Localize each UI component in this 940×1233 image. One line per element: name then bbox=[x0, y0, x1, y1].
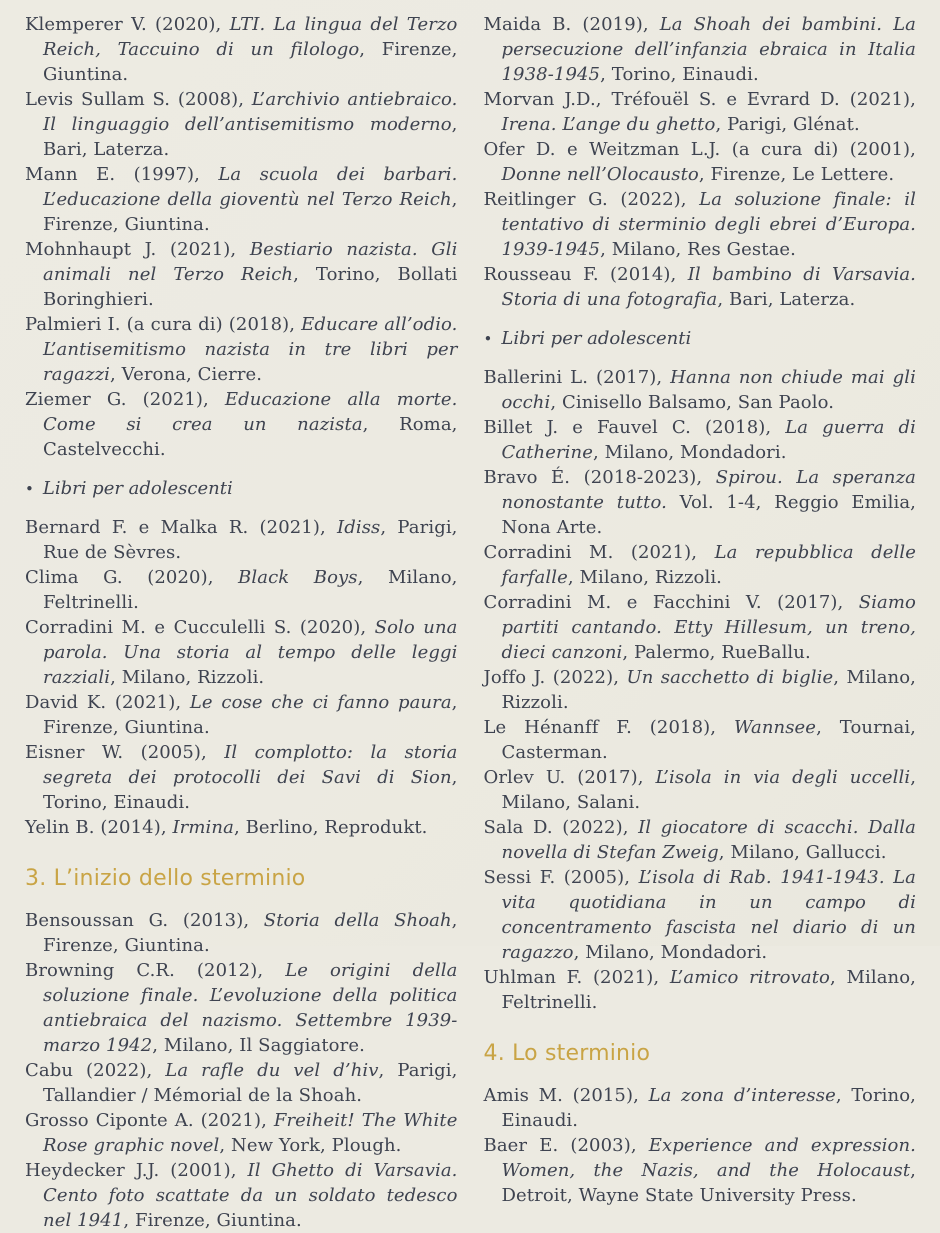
book-title: L’isola in via degli uccelli bbox=[655, 767, 911, 788]
bibliography-entry bbox=[25, 690, 458, 740]
bullet-icon: • bbox=[25, 480, 34, 498]
bibliography-entry bbox=[25, 237, 458, 312]
entry-text: Amis M. (2015), bbox=[483, 1085, 649, 1106]
entry-text: , Firenze, Le Lettere. bbox=[698, 164, 895, 185]
entry-text: Palmieri I. (a cura di) (2018), bbox=[25, 314, 302, 335]
entry-text: Eisner W. (2005), bbox=[25, 742, 225, 763]
book-title: Storia della Shoah bbox=[263, 910, 452, 931]
entry-text: Yelin B. (2014), bbox=[25, 817, 173, 838]
book-title: Donne nell’Olocausto bbox=[501, 164, 699, 185]
entry-text: Ofer D. e Weitzman L.J. (a cura di) (2001), bbox=[483, 139, 916, 160]
entry-text: , Bari, Laterza. bbox=[717, 289, 856, 310]
entry-text: , Torino, Einaudi. bbox=[600, 64, 759, 85]
book-title: Il Ghetto di Varsavia. Cento foto scattate da un soldato tedesco nel 1941 bbox=[43, 1160, 458, 1231]
book-title: Irmina bbox=[172, 817, 234, 838]
entry-text: Vol. 1-4, Reggio Emilia, Nona Arte. bbox=[501, 492, 916, 538]
bibliography-entry bbox=[484, 540, 917, 590]
bibliography-entry bbox=[25, 908, 458, 958]
right-column bbox=[483, 12, 917, 1206]
entry-text: , Berlino, Reprodukt. bbox=[233, 817, 428, 838]
entry-text: , Milano, Feltrinelli. bbox=[501, 967, 916, 1013]
section-heading: 4. Lo sterminio bbox=[483, 1041, 651, 1066]
book-title: Il bambino di Varsavia. Storia di una fotografia bbox=[501, 264, 916, 310]
entry-text: Levis Sullam S. (2008), bbox=[25, 89, 252, 110]
book-title: Siamo partiti cantando. Etty Hillesum, un treno, dieci canzoni bbox=[501, 592, 916, 663]
entry-text: Orlev U. (2017), bbox=[483, 767, 656, 788]
entry-text: Billet J. e Fauvel C. (2018), bbox=[483, 417, 786, 438]
entry-text: , Roma, Castelvecchi. bbox=[43, 414, 458, 460]
entry-text: Ballerini L. (2017), bbox=[483, 367, 671, 388]
entry-text: Mohnhaupt J. (2021), bbox=[25, 239, 250, 260]
book-title: Educare all’odio. L’antisemitismo nazista in tre libri per ragazzi bbox=[43, 314, 458, 385]
bibliography-entry bbox=[25, 615, 458, 690]
bibliography-entry bbox=[25, 740, 458, 815]
bibliography-entry bbox=[25, 515, 458, 565]
entry-text: , Milano, Rizzoli. bbox=[501, 667, 916, 713]
entry-text: , Firenze, Giuntina. bbox=[43, 692, 458, 738]
book-title: La guerra di Catherine bbox=[501, 417, 916, 463]
entry-text: Cabu (2022), bbox=[25, 1060, 166, 1081]
entry-text: Bensoussan G. (2013), bbox=[25, 910, 264, 931]
entry-text: Joffo J. (2022), bbox=[483, 667, 627, 688]
book-title: La Shoah dei bambini. La persecuzione dell’infanzia ebraica in Italia 1938-1945 bbox=[501, 14, 916, 85]
entry-text: Browning C.R. (2012), bbox=[25, 960, 286, 981]
bibliography-entry bbox=[484, 590, 917, 665]
entry-text: , Verona, Cierre. bbox=[110, 364, 263, 385]
section-heading: 3. L’inizio dello sterminio bbox=[25, 866, 306, 891]
entry-text: Uhlman F. (2021), bbox=[483, 967, 670, 988]
entry-text: Heydecker J.J. (2001), bbox=[25, 1160, 248, 1181]
book-title: L’archivio antiebraico. Il linguaggio dell’antisemitismo moderno bbox=[43, 89, 458, 135]
entry-text: , Milano, Feltrinelli. bbox=[43, 567, 458, 613]
bibliography-entry bbox=[484, 187, 917, 262]
entry-text: , Bari, Laterza. bbox=[43, 114, 458, 160]
subheading-label: Libri per adolescenti bbox=[501, 328, 692, 349]
book-title: La scuola dei barbari. L’educazione della gioventù nel Terzo Reich bbox=[43, 164, 458, 210]
entry-text: Rousseau F. (2014), bbox=[483, 264, 688, 285]
book-title: LTI. La lingua del Terzo Reich, Taccuino di un filologo bbox=[43, 14, 458, 60]
entry-text: , Torino, Bollati Boringhieri. bbox=[43, 264, 458, 310]
book-title: L’isola di Rab. 1941-1943. La vita quotidiana in un campo di concentramento fascista nel diario di un ragazzo bbox=[501, 867, 917, 963]
book-title: Experience and expression. Women, the Nazis, and the Holocaust bbox=[501, 1135, 916, 1181]
entry-text: Maida B. (2019), bbox=[483, 14, 660, 35]
subheading-label: Libri per adolescenti bbox=[42, 478, 233, 499]
bibliography-entry bbox=[484, 815, 917, 865]
book-title: Bestiario nazista. Gli animali nel Terzo Reich bbox=[43, 239, 458, 285]
book-title: Il complotto: la storia segreta dei protocolli dei Savi di Sion bbox=[43, 742, 458, 788]
entry-text: , Milano, Mondadori. bbox=[573, 942, 768, 963]
entry-text: , Milano, Rizzoli. bbox=[110, 667, 265, 688]
bibliography-entry bbox=[484, 965, 917, 1015]
entry-text: Morvan J.D., Tréfouël S. e Evrard D. (2021), bbox=[483, 89, 916, 110]
entry-text: , Milano, Res Gestae. bbox=[600, 239, 796, 260]
bibliography-entry bbox=[25, 387, 458, 462]
book-title: Spirou. La speranza nonostante tutto. bbox=[501, 467, 916, 513]
entry-text: Ziemer G. (2021), bbox=[25, 389, 225, 410]
bibliography-entry bbox=[484, 1133, 917, 1208]
book-title: Solo una parola. Una storia al tempo delle leggi razziali bbox=[43, 617, 458, 688]
bibliography-entry bbox=[25, 958, 458, 1058]
book-title: Un sacchetto di biglie bbox=[626, 667, 834, 688]
book-title: Wannsee bbox=[733, 717, 817, 738]
book-title: Black Boys bbox=[238, 567, 358, 588]
bibliography-entry bbox=[25, 87, 458, 162]
entry-text: David K. (2021), bbox=[25, 692, 190, 713]
bibliography-entry bbox=[484, 137, 917, 187]
bibliography-entry bbox=[484, 365, 917, 415]
entry-text: , Milano, Rizzoli. bbox=[567, 567, 723, 588]
entry-text: , Firenze, Giuntina. bbox=[43, 910, 458, 956]
book-title: Le origini della soluzione finale. L’evoluzione della politica antiebraica del nazismo. Settembre 1939-marzo 1942 bbox=[43, 960, 458, 1056]
entry-text: , Palermo, RueBallu. bbox=[622, 642, 811, 663]
entry-text: , Tournai, Casterman. bbox=[501, 717, 916, 763]
entry-text: , Detroit, Wayne State University Press. bbox=[501, 1160, 916, 1206]
bibliography-entry bbox=[484, 262, 917, 312]
bibliography-entry bbox=[25, 12, 458, 87]
book-title: L’amico ritrovato bbox=[669, 967, 830, 988]
entry-text: , Torino, Einaudi. bbox=[501, 1085, 916, 1131]
bibliography-entry bbox=[25, 1158, 458, 1233]
entry-text: , Parigi, Glénat. bbox=[715, 114, 860, 135]
bibliography-entry bbox=[25, 312, 458, 387]
bibliography-entry bbox=[25, 162, 458, 237]
entry-text: , Torino, Einaudi. bbox=[43, 767, 458, 813]
bullet-icon: • bbox=[483, 330, 493, 348]
bibliography-entry bbox=[484, 865, 917, 965]
entry-text: , Firenze, Giuntina. bbox=[123, 1210, 302, 1231]
entry-text: , Cinisello Balsamo, San Paolo. bbox=[550, 392, 835, 413]
book-title: Idiss bbox=[337, 517, 381, 538]
book-title: Le cose che ci fanno paura bbox=[189, 692, 452, 713]
entry-text: Baer E. (2003), bbox=[483, 1135, 649, 1156]
entry-text: , Milano, Il Saggiatore. bbox=[152, 1035, 365, 1056]
entry-text: Corradini M. (2021), bbox=[483, 542, 715, 563]
entry-text: , New York, Plough. bbox=[219, 1135, 402, 1156]
entry-text: , Firenze, Giuntina. bbox=[43, 39, 458, 85]
book-title: Freiheit! The White Rose graphic novel bbox=[43, 1110, 458, 1156]
book-title: La zona d’interesse bbox=[648, 1085, 836, 1106]
bibliography-entry bbox=[484, 12, 917, 87]
entry-text: , Milano, Salani. bbox=[501, 767, 917, 813]
bibliography-entry bbox=[25, 815, 458, 840]
entry-text: Bernard F. e Malka R. (2021), bbox=[25, 517, 337, 538]
entry-text: Corradini M. e Facchini V. (2017), bbox=[483, 592, 859, 613]
entry-text: , Milano, Gallucci. bbox=[718, 842, 887, 863]
book-title: La rafle du vel d’hiv bbox=[165, 1060, 379, 1081]
entry-text: , Firenze, Giuntina. bbox=[43, 189, 458, 235]
bibliography-entry bbox=[484, 1083, 917, 1133]
book-title: Il giocatore di scacchi. Dalla novella di Stefan Zweig bbox=[501, 817, 916, 863]
entry-text: Bravo É. (2018-2023), bbox=[483, 467, 716, 488]
entry-text: Mann E. (1997), bbox=[25, 164, 219, 185]
book-title: Educazione alla morte. Come si crea un nazista bbox=[43, 389, 458, 435]
bibliography-entry bbox=[25, 1058, 458, 1108]
bibliography-entry bbox=[484, 665, 917, 715]
bibliography-entry bbox=[25, 565, 458, 615]
bibliography-entry bbox=[25, 1108, 458, 1158]
list-subheading bbox=[484, 326, 917, 352]
entry-text: , Milano, Mondadori. bbox=[593, 442, 787, 463]
book-title: La soluzione finale: il tentativo di sterminio degli ebrei d’Europa. 1939-1945 bbox=[501, 189, 916, 260]
entry-text: Grosso Ciponte A. (2021), bbox=[25, 1110, 274, 1131]
bibliography-entry bbox=[484, 465, 917, 540]
list-subheading bbox=[25, 476, 458, 502]
book-title: La repubblica delle farfalle bbox=[501, 542, 916, 588]
left-column bbox=[25, 12, 458, 1231]
entry-text: Sessi F. (2005), bbox=[483, 867, 639, 888]
bibliography-entry bbox=[484, 415, 917, 465]
entry-text: Clima G. (2020), bbox=[25, 567, 239, 588]
book-title: Hanna non chiude mai gli occhi bbox=[501, 367, 916, 413]
bibliography-entry bbox=[484, 87, 917, 137]
entry-text: , Parigi, Rue de Sèvres. bbox=[43, 517, 458, 563]
entry-text: Corradini M. e Cucculelli S. (2020), bbox=[25, 617, 375, 638]
entry-text: Reitlinger G. (2022), bbox=[483, 189, 700, 210]
bibliography-entry bbox=[484, 715, 917, 765]
bibliography-entry bbox=[484, 765, 917, 815]
entry-text: , Parigi, Tallandier / Mémorial de la Shoah. bbox=[43, 1060, 458, 1106]
entry-text: Sala D. (2022), bbox=[483, 817, 639, 838]
book-title: Irena. L’ange du ghetto bbox=[501, 114, 716, 135]
entry-text: Le Hénanff F. (2018), bbox=[483, 717, 734, 738]
entry-text: Klemperer V. (2020), bbox=[25, 14, 230, 35]
